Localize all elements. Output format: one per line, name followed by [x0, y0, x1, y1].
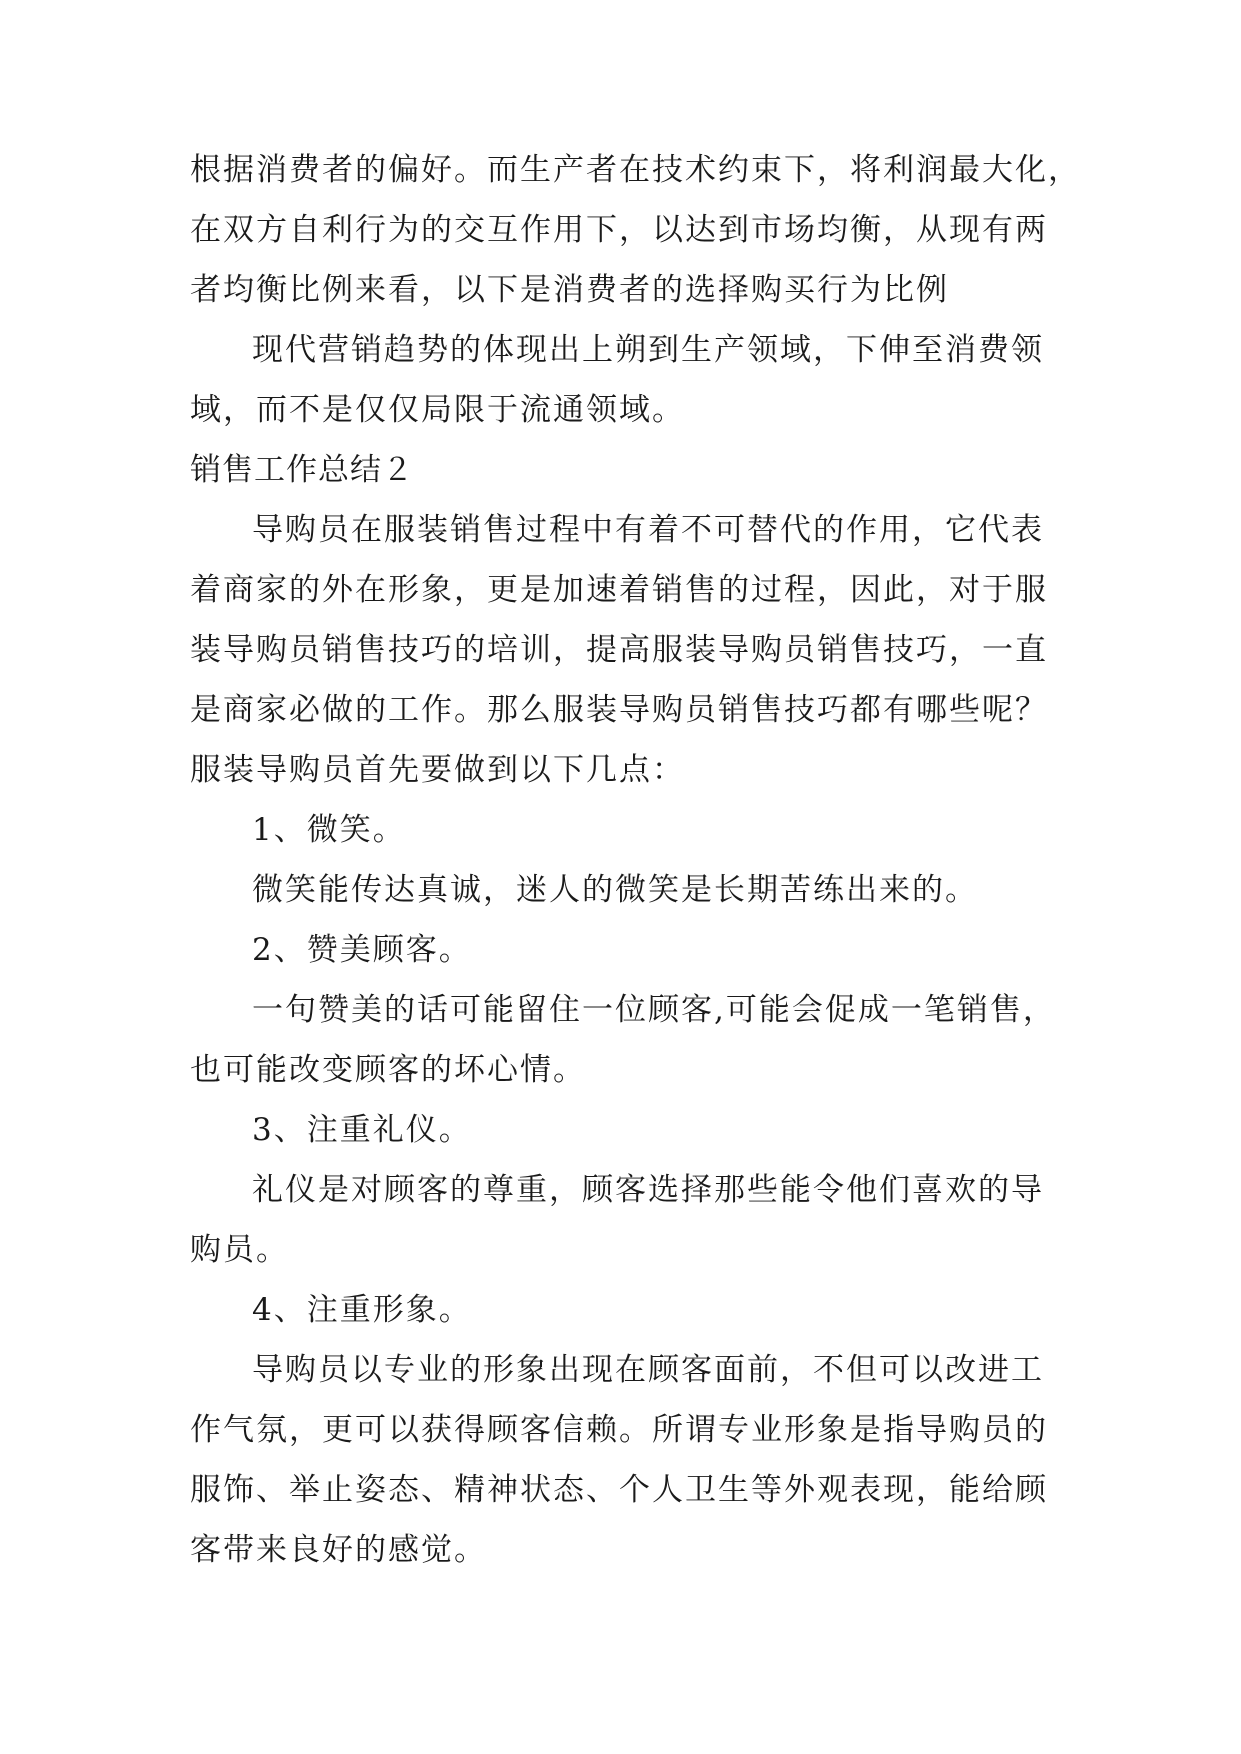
text-line: 者均衡比例来看，以下是消费者的选择购买行为比例 [190, 272, 949, 308]
text-line: 导购员在服装销售过程中有着不可替代的作用，它代表 [252, 512, 1044, 548]
text-line: 导购员以专业的形象出现在顾客面前，不但可以改进工 [252, 1352, 1044, 1388]
text-line: 是商家必做的工作。那么服装导购员销售技巧都有哪些呢？ [190, 692, 1048, 728]
text-line: 域，而不是仅仅局限于流通领域。 [190, 392, 685, 428]
text-line: 在双方自利行为的交互作用下，以达到市场均衡，从现有两 [190, 212, 1048, 248]
text-line: 购员。 [190, 1232, 289, 1268]
section-heading: 销售工作总结２ [190, 452, 414, 488]
list-item-title: 2、赞美顾客。 [252, 932, 472, 968]
text-line: 一句赞美的话可能留住一位顾客,可能会促成一笔销售， [252, 992, 1056, 1028]
text-line: 礼仪是对顾客的尊重，顾客选择那些能令他们喜欢的导 [252, 1172, 1044, 1208]
text-line: 服饰、举止姿态、精神状态、个人卫生等外观表现，能给顾 [190, 1472, 1048, 1508]
text-line: 根据消费者的偏好。而生产者在技术约束下，将利润最大化， [190, 152, 1081, 188]
document-body [190, 140, 1081, 1580]
text-line: 服装导购员首先要做到以下几点： [190, 752, 685, 788]
text-line: 现代营销趋势的体现出上朔到生产领域，下伸至消费领 [252, 332, 1044, 368]
text-line: 着商家的外在形象，更是加速着销售的过程，因此，对于服 [190, 572, 1048, 608]
text-line: 作气氛，更可以获得顾客信赖。所谓专业形象是指导购员的 [190, 1412, 1048, 1448]
list-item-title: 1、微笑。 [252, 812, 406, 848]
list-item-title: 4、注重形象。 [252, 1292, 472, 1328]
text-line: 装导购员销售技巧的培训，提高服装导购员销售技巧，一直 [190, 632, 1048, 668]
text-line: 客带来良好的感觉。 [190, 1532, 487, 1568]
text-line: 也可能改变顾客的坏心情。 [190, 1052, 586, 1088]
list-item-title: 3、注重礼仪。 [252, 1112, 472, 1148]
text-line: 微笑能传达真诚，迷人的微笑是长期苦练出来的。 [252, 872, 978, 908]
